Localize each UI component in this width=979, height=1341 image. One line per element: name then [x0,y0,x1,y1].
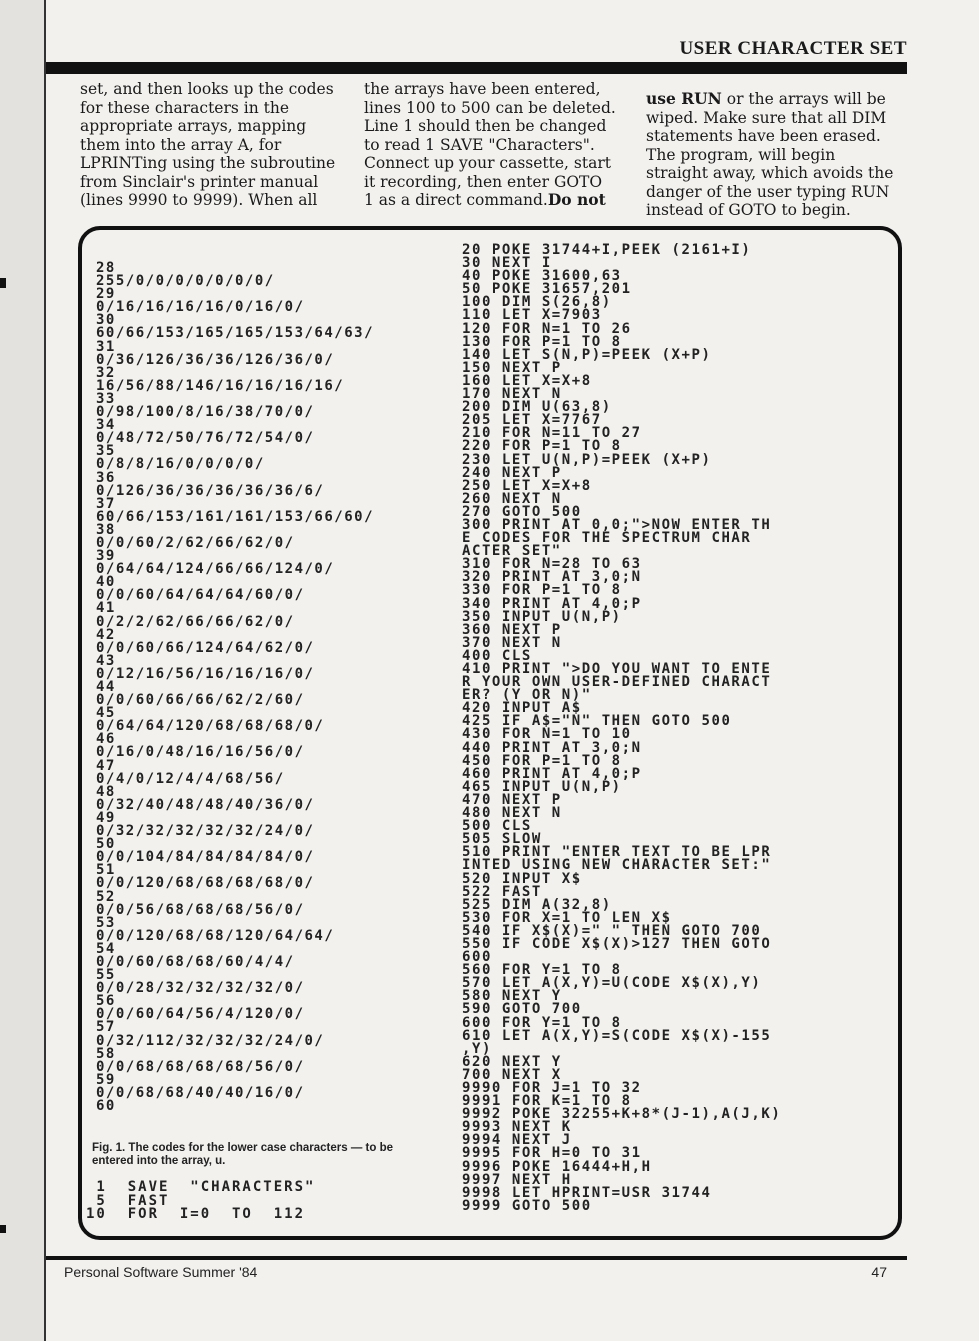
binding-edge [0,0,46,1341]
column-2-text: the arrays have been entered, lines 100 to 500 can be deleted. Line 1 should then be changed to read 1 SAVE "Characters". Connect up your cassette, start it recording, then enter GOTO 1 as a direct command. [364,80,616,209]
listing-program: 20 POKE 31744+I,PEEK (2161+I) 30 NEXT I 40 POKE 31600,63 50 POKE 31657,201 100 DIM S(26,8) 110 LET X=7903 120 FOR N=1 TO 26 130 FOR P=1 TO 8 140 LET S(N,P)=PEEK (X+P) 150 NEXT P 160 LET X=X+8 170 NEXT N 200 DIM U(63,8) 205 LET X=7767 210 FOR N=11 TO 27 220 FOR P=1 TO 8 230 LET U(N,P)=PEEK (X+P) 240 NEXT P 250 LET X=X+8 260 NEXT N 270 GOTO 500 300 PRINT AT 0,0;">NOW ENTER TH E CODES FOR THE SPECTRUM CHAR ACTER SET" 310 FOR N=28 TO 63 320 PRINT AT 3,0;N 330 FOR P=1 TO 8 340 PRINT AT 4,0;P 350 INPUT U(N,P) 360 NEXT P 370 NEXT N 400 CLS 410 PRINT ">DO YOU WANT TO ENTE R YOUR OWN USER-DEFINED CHARACT ER? (Y OR N)" 420 INPUT A$ 425 IF A$="N" THEN GOTO 500 430 FOR N=1 TO 10 440 PRINT AT 3,0;N 450 FOR P=1 TO 8 460 PRINT AT 4,0;P 465 INPUT U(N,P) 470 NEXT P 480 NEXT N 500 CLS 505 SLOW 510 PRINT "ENTER TEXT TO BE LPR INTED USING NEW CHARACTER SET:" 520 INPUT X$ 522 FAST 525 DIM A(32,8) 530 FOR X=1 TO LEN X$ 540 IF X$(X)=" " THEN GOTO 700 550 IF CODE X$(X)>127 THEN GOTO 600 560 FOR Y=1 TO 8 570 LET A(X,Y)=U(CODE X$(X),Y) 580 NEXT Y 590 GOTO 700 600 FOR Y=1 TO 8 610 LET A(X,Y)=S(CODE X$(X)-155 ,Y) 620 NEXT Y 700 NEXT X 9990 FOR J=1 TO 32 9991 FOR K=1 TO 8 9992 POKE 32255+K+8*(J-1),A(J,K) 9993 NEXT K 9994 NEXT J 9995 FOR H=0 TO 31 9996 POKE 16444+H,H 9997 NEXT H 9998 LET HPRINT=USR 31744 9999 GOTO 500 [462,242,782,1214]
column-3-bold: use RUN [646,89,722,108]
section-title: USER CHARACTER SET [679,38,907,59]
article-column-2 [364,80,616,210]
article-column-1: set, and then looks up the codes for these characters in the appropriate arrays, mapping them into the array A, for LPRINTing using the subroutine from Sinclair's printer manual (lines 9990 to 9999). When all [80,80,336,209]
figure-caption: Fig. 1. The codes for the lower case characters — to be entered into the array, u. [92,1142,394,1167]
header-rule [46,62,907,74]
edge-mark [0,1225,6,1233]
listing-program-start: 1 SAVE "CHARACTERS" 5 FAST 10 FOR I=0 TO 112 [86,1179,316,1222]
listing-data-codes: 28 255/0/0/0/0/0/0/0/ 29 0/16/16/16/16/0/16/0/ 30 60/66/153/165/165/153/64/63/ 31 0/36/126/36/36/126/36/0/ 32 16/56/88/146/16/16/16/16/ 33 0/98/100/8/16/38/70/0/ 34 0/48/72/50/76/72/54/0/ 35 0/8/8/16/0/0/0/0/ 36 0/126/36/36/36/36/36/6/ 37 60/66/153/161/161/153/66/60/ 38 0/0/60/2/62/66/62/0/ 39 0/64/64/124/66/66/124/0/ 40 0/0/60/64/64/64/60/0/ 41 0/2/2/62/66/66/62/0/ 42 0/0/60/66/124/64/62/0/ 43 0/12/16/56/16/16/16/0/ 44 0/0/60/66/66/62/2/60/ 45 0/64/64/120/68/68/68/0/ 46 0/16/0/48/16/16/56/0/ 47 0/4/0/12/4/4/68/56/ 48 0/32/40/48/48/40/36/0/ 49 0/32/32/32/32/32/24/0/ 50 0/0/104/84/84/84/84/0/ 51 0/0/120/68/68/68/68/0/ 52 0/0/56/68/68/68/56/0/ 53 0/0/120/68/68/120/64/64/ 54 0/0/60/68/68/60/4/4/ 55 0/0/28/32/32/32/32/0/ 56 0/0/60/64/56/4/120/0/ 57 0/32/112/32/32/32/24/0/ 58 0/0/68/68/68/68/56/0/ 59 0/0/68/68/40/40/16/0/ 60 [96,260,375,1114]
column-2-bold: Do not [547,190,606,209]
edge-mark [0,278,6,288]
footer-publication: Personal Software Summer '84 [64,1264,258,1280]
column-3-text: or the arrays will be wiped. Make sure that all DIM statements have been erased. The program, will begin straight away, which avoids the danger of the user typing RUN instead of GOTO to begin. [646,90,894,219]
page-number: 47 [871,1264,887,1280]
footer-rule [46,1256,907,1260]
article-column-3 [646,90,893,220]
